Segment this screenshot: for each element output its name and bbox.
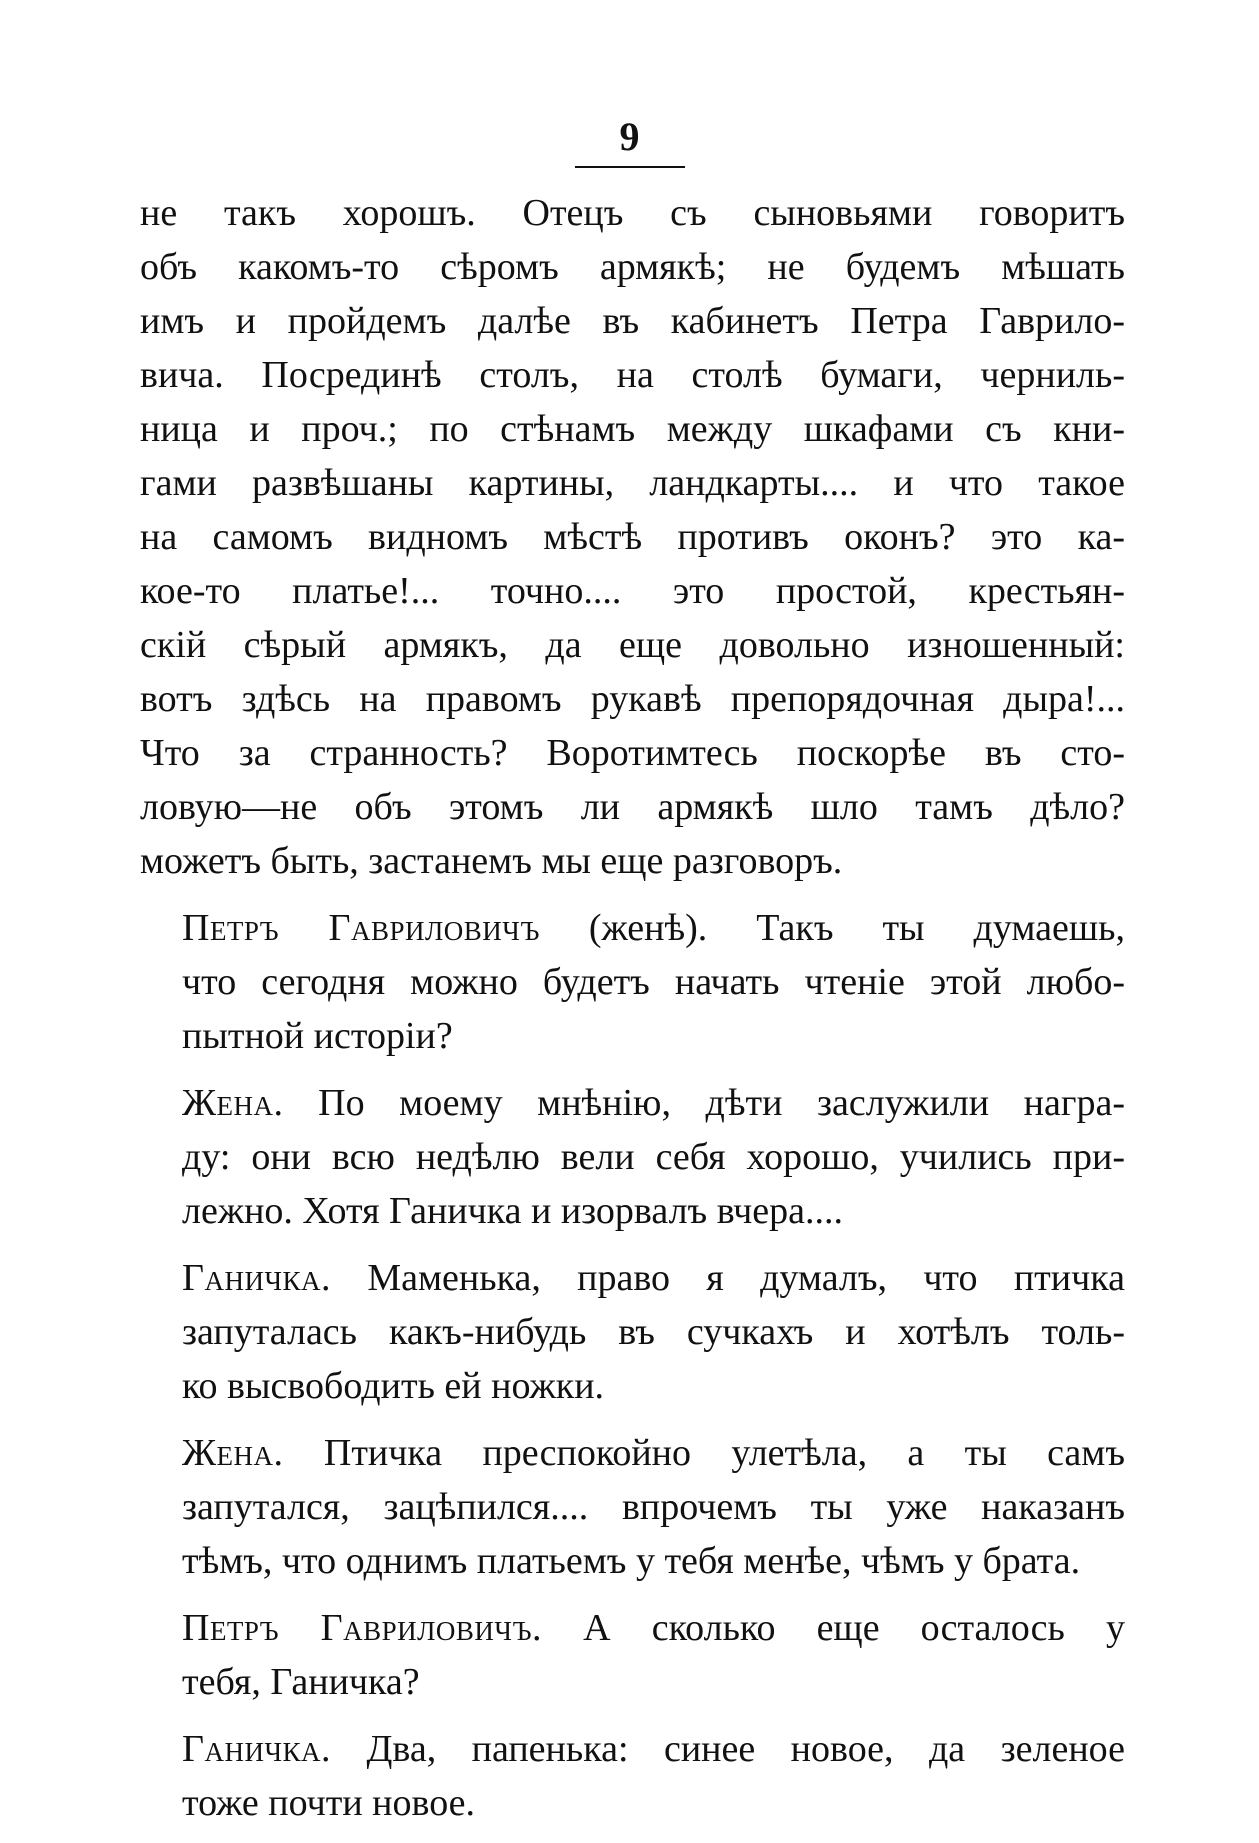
- text-line: тебя, Ганичка?: [182, 1661, 420, 1703]
- text-line: лежно. Хотя Ганичка и изорвалъ вчера....: [182, 1190, 844, 1232]
- text-line: имъ и пройдемъ далѣе въ кабинетъ Петра Гаврило-: [140, 300, 1125, 342]
- text-line: Два, папенька: синее новое, да зеленое: [331, 1728, 1125, 1770]
- text-line: Что за странность? Воротимтесь поскорѣе въ сто-: [140, 732, 1125, 774]
- paragraph-3: [140, 1076, 1125, 1238]
- text-line: запуталась какъ-нибудь въ сучкахъ и хотѣлъ толь-: [182, 1311, 1125, 1353]
- text-line: кое-то платье!... точно.... это простой, крестьян-: [140, 570, 1125, 612]
- page-number: 9: [619, 114, 640, 159]
- paragraph-6: [140, 1601, 1125, 1709]
- text-line: Маменька, право я думалъ, что птичка: [331, 1257, 1125, 1299]
- text-line: вича. Посрединѣ столъ, на столѣ бумаги, черниль-: [140, 354, 1125, 396]
- text-line: что сегодня можно будетъ начать чтеніе этой любо-: [182, 961, 1125, 1003]
- speaker-name: Ганичка.: [182, 1728, 332, 1770]
- text-line: запутался, зацѣпился.... впрочемъ ты уже наказанъ: [182, 1486, 1125, 1528]
- text-line: ко высвободить ей ножки.: [182, 1365, 605, 1407]
- text-line: ница и проч.; по стѣнамъ между шкафами съ кни-: [140, 408, 1125, 450]
- speaker-name: Петръ Гавриловичъ: [182, 907, 540, 949]
- text-line: ловую—не объ этомъ ли армякѣ шло тамъ дѣло?: [140, 786, 1125, 828]
- text-line: тоже почти новое.: [182, 1782, 476, 1824]
- text-line: объ какомъ-то сѣромъ армякѣ; не будемъ мѣшать: [140, 246, 1125, 288]
- text-line: Птичка преспокойно улетѣла, а ты самъ: [283, 1432, 1125, 1474]
- text-line: не такъ хорошъ. Отецъ съ сыновьями говоритъ: [140, 192, 1125, 234]
- paragraph-1: [140, 186, 1125, 888]
- text-line: вотъ здѣсь на правомъ рукавѣ препорядочная дыра!...: [140, 678, 1125, 720]
- text-line: на самомъ видномъ мѣстѣ противъ оконъ? это ка-: [140, 516, 1125, 558]
- body-text: [140, 186, 1125, 1843]
- speaker-name: Петръ Гавриловичъ.: [182, 1607, 543, 1649]
- text-line: По моему мнѣнію, дѣти заслужили награ-: [283, 1082, 1125, 1124]
- text-line: гами развѣшаны картины, ландкарты.... и что такое: [140, 462, 1125, 504]
- page-number-rule: [575, 166, 685, 168]
- speaker-name: Жена.: [182, 1432, 284, 1474]
- speaker-name: Ганичка.: [182, 1257, 332, 1299]
- text-line: тѣмъ, что однимъ платьемъ у тебя менѣе, чѣмъ у брата.: [182, 1540, 1081, 1582]
- paragraph-4: [140, 1251, 1125, 1413]
- text-line: ду: они всю недѣлю вели себя хорошо, учились при-: [182, 1136, 1125, 1178]
- speaker-name: Жена.: [182, 1082, 284, 1124]
- text-line: можетъ быть, застанемъ мы еще разговоръ.: [140, 840, 843, 882]
- paragraph-2: [140, 901, 1125, 1063]
- paragraph-7: [140, 1722, 1125, 1830]
- text-line: (женѣ). Такъ ты думаешь,: [539, 907, 1125, 949]
- text-line: пытной исторіи?: [182, 1015, 453, 1057]
- paragraph-5: [140, 1426, 1125, 1588]
- text-line: скій сѣрый армякъ, да еще довольно изношенный:: [140, 624, 1125, 666]
- text-line: А сколько еще осталось у: [542, 1607, 1125, 1649]
